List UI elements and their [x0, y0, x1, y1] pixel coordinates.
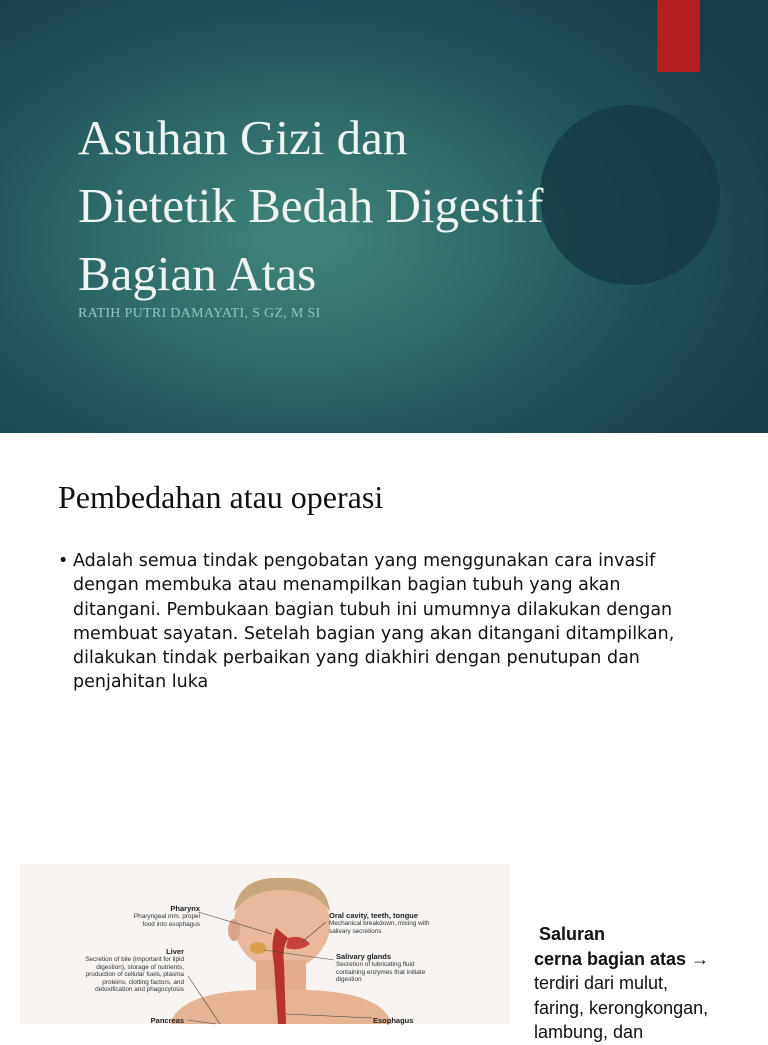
- description-line: cerna bagian atas →: [534, 948, 710, 969]
- anatomy-illustration: [20, 864, 510, 1024]
- title-line: Bagian Atas: [78, 246, 317, 301]
- bullet-list: [58, 549, 708, 695]
- bullet-line: membuat sayatan. Setelah bagian yang akan ditangani ditampilkan,: [73, 623, 675, 644]
- title-slide: [0, 0, 768, 433]
- title-line: Asuhan Gizi dan: [78, 110, 408, 165]
- description-line: terdiri dari mulut,: [534, 973, 669, 993]
- pharynx-label: Pharynx Pharyngeal mm. propel food into esophagus: [133, 904, 200, 928]
- bullet-line: ditangani. Pembukaan bagian tubuh ini umumnya dilakukan dengan: [73, 599, 673, 620]
- pancreas-label: Pancreas: [150, 1016, 184, 1025]
- salivary-gland-shape: [250, 942, 266, 954]
- bullet-line: dengan membuka atau menampilkan bagian tubuh yang akan: [73, 575, 621, 596]
- bullet-item: [58, 549, 708, 695]
- description-line: lambung, dan: [534, 1022, 644, 1042]
- bullet-line: penjahitan luka: [73, 672, 209, 693]
- anatomy-slide: [0, 864, 768, 1042]
- author-subtitle: RATIH PUTRI DAMAYATI, S GZ, M SI: [78, 306, 321, 321]
- salivary-glands-label: Salivary glands Secretion of lubricating fluid containing enzymes that initiate digestion: [336, 952, 426, 984]
- upper-digestive-description: [534, 922, 744, 1045]
- title-line: Dietetik Bedah Digestif: [78, 178, 544, 233]
- ear-shape: [228, 919, 240, 941]
- esophagus-label: Esophagus: [373, 1016, 414, 1025]
- slide-heading: Pembedahan atau operasi: [58, 479, 384, 515]
- digestive-anatomy-figure: [20, 864, 510, 1024]
- description-line: faring, kerongkongan,: [534, 997, 709, 1018]
- description-line: Saluran: [539, 924, 606, 944]
- arrow-icon: →: [691, 948, 710, 969]
- red-accent-tab: [657, 0, 700, 72]
- bullet-line: dilakukan tindak perbaikan yang diakhiri dengan penutupan dan: [73, 648, 640, 669]
- oral-cavity-label: Oral cavity, teeth, tongue Mechanical breakdown, mixing with salivary secretions: [329, 911, 430, 935]
- bullet-line: Adalah semua tindak pengobatan yang menggunakan cara invasif: [73, 551, 656, 571]
- bullet-marker: •: [58, 551, 69, 571]
- liver-label: Liver Secretion of bile (important for lipid digestion), storage of nutrients, production of cellular fuels, plasma proteins, clotting factors, and detoxification and phagocytosis: [85, 947, 184, 994]
- definition-slide: [0, 433, 768, 837]
- slide-title: [78, 104, 678, 308]
